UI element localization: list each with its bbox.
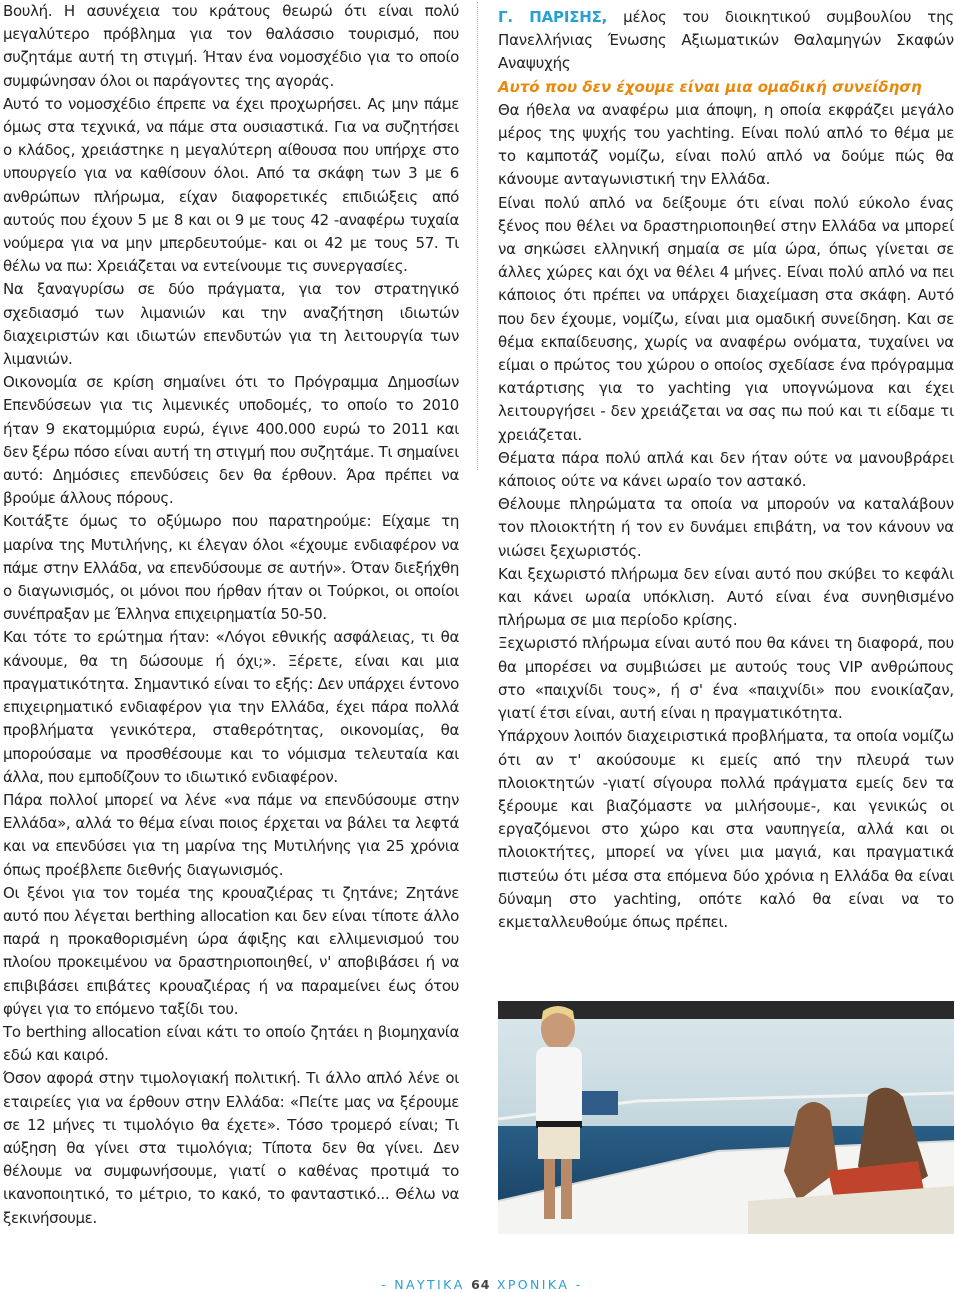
left-paragraph: Και τότε το ερώτημα ήταν: «Λόγοι εθνικής ασφάλειας, τι θα κάνουμε, θα τη δώσουμε ή όχι;». Ξέρετε, είναι και μια πραγματικότητα. Σημαντικό είναι το εξής: Δεν υπάρχει έντονο επιχειρηματικό ενδιαφέρον για την Ελλάδα, έχει πάρα πολλά προβλήματα γενικότερα, σταθερότητας, οικονομίας, θα μπορούσαμε να προσθέσουμε και το νόμισμα τελευταία και άλλα, που εμποδίζουν το ιδιωτικό ενδιαφέρον. — [3, 628, 459, 786]
left-paragraph: Αυτό το νομοσχέδιο έπρεπε να έχει προχωρήσει. Ας μην πάμε όμως στα τεχνικά, να πάμε στα ουσιαστικά. Για να συζητήσει ο κλάδος, χρειάστηκε η μεγαλύτερη αίθουσα που υπήρχε στο υπουργείο για να καθίσουν όλοι. Από τα σκάφη των 3 με 6 ανθρώπων πλήρωμα, είχαν διαφορετικές επιδιώξεις από αυτούς που έχουν 5 με 8 και οι 9 με τους 42 -αναφέρω τυχαία νούμερα για να μην μπερδευτούμε- και οι 42 με τους 57. Τι θέλω να πω: Χρειάζεται να εντείνουμε τις συνεργασίες. — [3, 94, 459, 276]
page-footer — [381, 1277, 583, 1292]
left-paragraph: Να ξαναγυρίσω σε δύο πράγματα, για τον στρατηγικό σχεδιασμό των λιμανιών και την αναζήτηση ιδιωτών διαχειριστών και ιδιωτών επενδυτών για τη λειτουργία των λιμανιών. — [3, 280, 459, 369]
left-paragraph: Όσον αφορά στην τιμολογιακή πολιτική. Τι άλλο απλό λένε οι εταιρείες για να έρθουν στην Ελλάδα: «Πείτε μας να ξέρουμε σε 12 μήνες τι τιμολόγιο θα έχετε». Τόσο τρομερό είναι; Τι αύξηση θα γίνει στα τιμολόγια; Τίποτα δεν θα γίνει. Δεν θέλουμε να συμφωνήσουμε, γιατί ο καθένας προτιμά το ικανοποιητικό, το μέτριο, το κακό, το φανταστικό... Θέλω να ξεκινήσουμε. — [3, 1069, 459, 1227]
footer-suffix: ΧΡΟΝΙΚΑ - — [490, 1277, 583, 1292]
right-paragraph: Και ξεχωριστό πλήρωμα δεν είναι αυτό που σκύβει το κεφάλι και κάνει ωραία υπόκλιση. Αυτό είναι ένα συνηθισμένο πλήρωμα σε μια περίοδο κρίσης. — [498, 564, 954, 630]
footer-prefix: - ΝΑΥΤΙΚΑ — [381, 1277, 472, 1292]
right-paragraph: Είναι πολύ απλό να δείξουμε ότι είναι πολύ εύκολο ένας ξένος που θέλει να δραστηριοποιηθεί στην Ελλάδα να μπορεί να σηκώσει ελληνική σημαία σε μία ώρα, όπως γίνεται σε άλλες χώρες και όχι να θέλει 4 μήνες. Είναι πολύ απλό να πει κάποιος ότι πρέπει να υπάρχει διαχείμαση στα σκάφη. Αυτό που δεν έχουμε, νομίζω, είναι μια ομαδική συνείδηση. Και σε θέμα εκπαίδευσης, χωρίς να αναφέρω ονόματα, τυχαίνει να είμαι ο πρώτος του χώρου ο οποίος σχεδίασε ένα πρόγραμμα κατάρτισης για το yachting για υπογνώμονα και έχει λειτουργήσει - δεν χρειάζεται να σας πω πού και τι είδαμε τι χρειάζεται. — [498, 193, 954, 444]
column-divider — [477, 2, 478, 470]
left-paragraph: Οικονομία σε κρίση σημαίνει ότι το Πρόγραμμα Δημοσίων Επενδύσεων για τις λιμενικές υποδομές, το οποίο το 2010 ήταν 9 εκατομμύρια ευρώ, έγινε 400.000 ευρώ το 2011 και δεν ξέρω πόσο είναι αυτή τη στιγμή που συζητάμε. Τι σημαίνει αυτό: Δημόσιες επενδύσεις δεν θα έρθουν. Άρα πρέπει να βρούμε άλλους πόρους. — [3, 373, 459, 508]
left-paragraph: Βουλή. Η ασυνέχεια του κράτους θεωρώ ότι είναι πολύ μεγαλύτερο πρόβλημα για τον θαλάσσιο τουρισμό, που συζητάμε αυτή τη στιγμή. Ήταν ένα νομοσχέδιο για το οποίο συμφώνησαν όλοι οι παράγοντες της αγοράς. — [3, 2, 459, 90]
author-block — [498, 6, 954, 76]
left-paragraph: Το berthing allocation είναι κάτι το οποίο ζητάει η βιομηχανία εδώ και καιρό. — [3, 1022, 459, 1065]
left-paragraph: Πάρα πολλοί μπορεί να λένε «να πάμε να επενδύσουμε στην Ελλάδα», αλλά το θέμα είναι ποιος έρχεται να βάλει τα λεφτά και να επενδύσει για τη μαρίνα της Μυτιλήνης για 25 χρόνια όπως προέβλεπε διεθνής διαγωνισμός. — [3, 790, 459, 879]
crew-member-shorts — [538, 1127, 580, 1159]
right-paragraph: Υπάρχουν λοιπόν διαχειριστικά προβλήματα, τα οποία νομίζω ότι αν τ' ακούσουμε κι εμείς από την πλευρά των πλοιοκτητών -γιατί σίγουρα πολλά πράγματα εμείς δεν τα ξέρουμε και βιαζόμαστε να μιλήσουμε-, και γενικώς οι εργαζόμενοι στο χώρο και στα ναυπηγεία, αλλά και οι πλοιοκτήτες, μπορεί να γίνει μια μαγιά, και πραγματικά πιστεύω ότι μέσα στα επόμενα δύο χρόνια η Ελλάδα θα είναι δύναμη στο yachting, οπότε καλό θα είναι να το εκμεταλλευθούμε όπως πρέπει. — [498, 727, 954, 931]
crew-member-body — [536, 1047, 582, 1127]
crew-member-leg-left — [544, 1159, 555, 1219]
page-number: 64 — [471, 1277, 491, 1292]
right-paragraph: Θέλουμε πληρώματα τα οποία να μπορούν να καταλάβουν τον πλοιοκτήτη ή τον εν δυνάμει επιβάτη, να τον κάνουν να νιώσει ξεχωριστός. — [498, 495, 954, 560]
right-paragraph: Ξεχωριστό πλήρωμα είναι αυτό που θα κάνει τη διαφορά, που θα μπορέσει να συμβιώσει με αυτούς τους VIP ανθρώπους στο «παιχνίδι τους», ή σ' ένα «παιχνίδι» που ενοικίαζαν, γιατί έτσι είναι, αυτή είναι η πραγματικότητα. — [498, 634, 954, 723]
left-column — [3, 0, 459, 1230]
crew-member-leg-right — [561, 1159, 572, 1219]
crew-member-belt — [536, 1121, 582, 1128]
author-name: Γ. ΠΑΡΙΣΗΣ, — [498, 8, 608, 26]
left-paragraph: Κοιτάξτε όμως το οξύμωρο που παρατηρούμε: Είχαμε τη μαρίνα της Μυτιλήνης, κι έλεγαν όλοι «έχουμε ενδιαφέρον να πάμε στην Ελλάδα, να επενδύσουμε σε αυτήν». Όταν διεξήχθη ο διαγωνισμός, οι μόνοι που ήρθαν ήταν οι Τούρκοι, οι οποίοι συνέπραξαν με Έλληνα επιχειρηματία 50-50. — [3, 512, 459, 624]
serving-tray — [582, 1091, 618, 1115]
left-paragraph: Οι ξένοι για τον τομέα της κρουαζιέρας τι ζητάνε; Ζητάνε αυτό που λέγεται berthing allocation και δεν είναι τίποτε άλλο παρά η προκαθορισμένη ώρα άφιξης και ελλιμενισμού του πλοίου προκειμένου να δραστηριοποιηθεί, ν' αποβιβάσει ή να επιβιβάσει επιβάτες κρουαζιέρας ή να παραμείνει έως ότου φύγει για το επόμενο ταξίδι του. — [3, 883, 459, 1018]
right-column — [498, 6, 954, 934]
section-heading: Αυτό που δεν έχουμε είναι μια ομαδική συνείδηση — [498, 77, 922, 96]
author-role: μέλος του διοικητικού συμβουλίου της Πανελλήνιας Ένωσης Αξιωματικών Θαλαμηγών Σκαφών Αναψυχής — [498, 8, 954, 73]
right-paragraph: Θα ήθελα να αναφέρω μια άποψη, η οποία εκφράζει μεγάλο μέρος της ψυχής του yachting. Είναι πολύ απλό το θέμα με το καμποτάζ νομίζω, είναι πολύ απλό να δούμε πώς θα κάνουμε ανταγωνιστική την Ελλάδα. — [498, 100, 954, 189]
right-paragraph: Θέματα πάρα πολύ απλά και δεν ήταν ούτε να μανουβράρει κάποιος ούτε να κάνει ωραίο τον αστακό. — [498, 448, 954, 491]
yacht-deck-photo — [498, 1001, 954, 1234]
yacht-deck-illustration — [498, 1001, 954, 1234]
